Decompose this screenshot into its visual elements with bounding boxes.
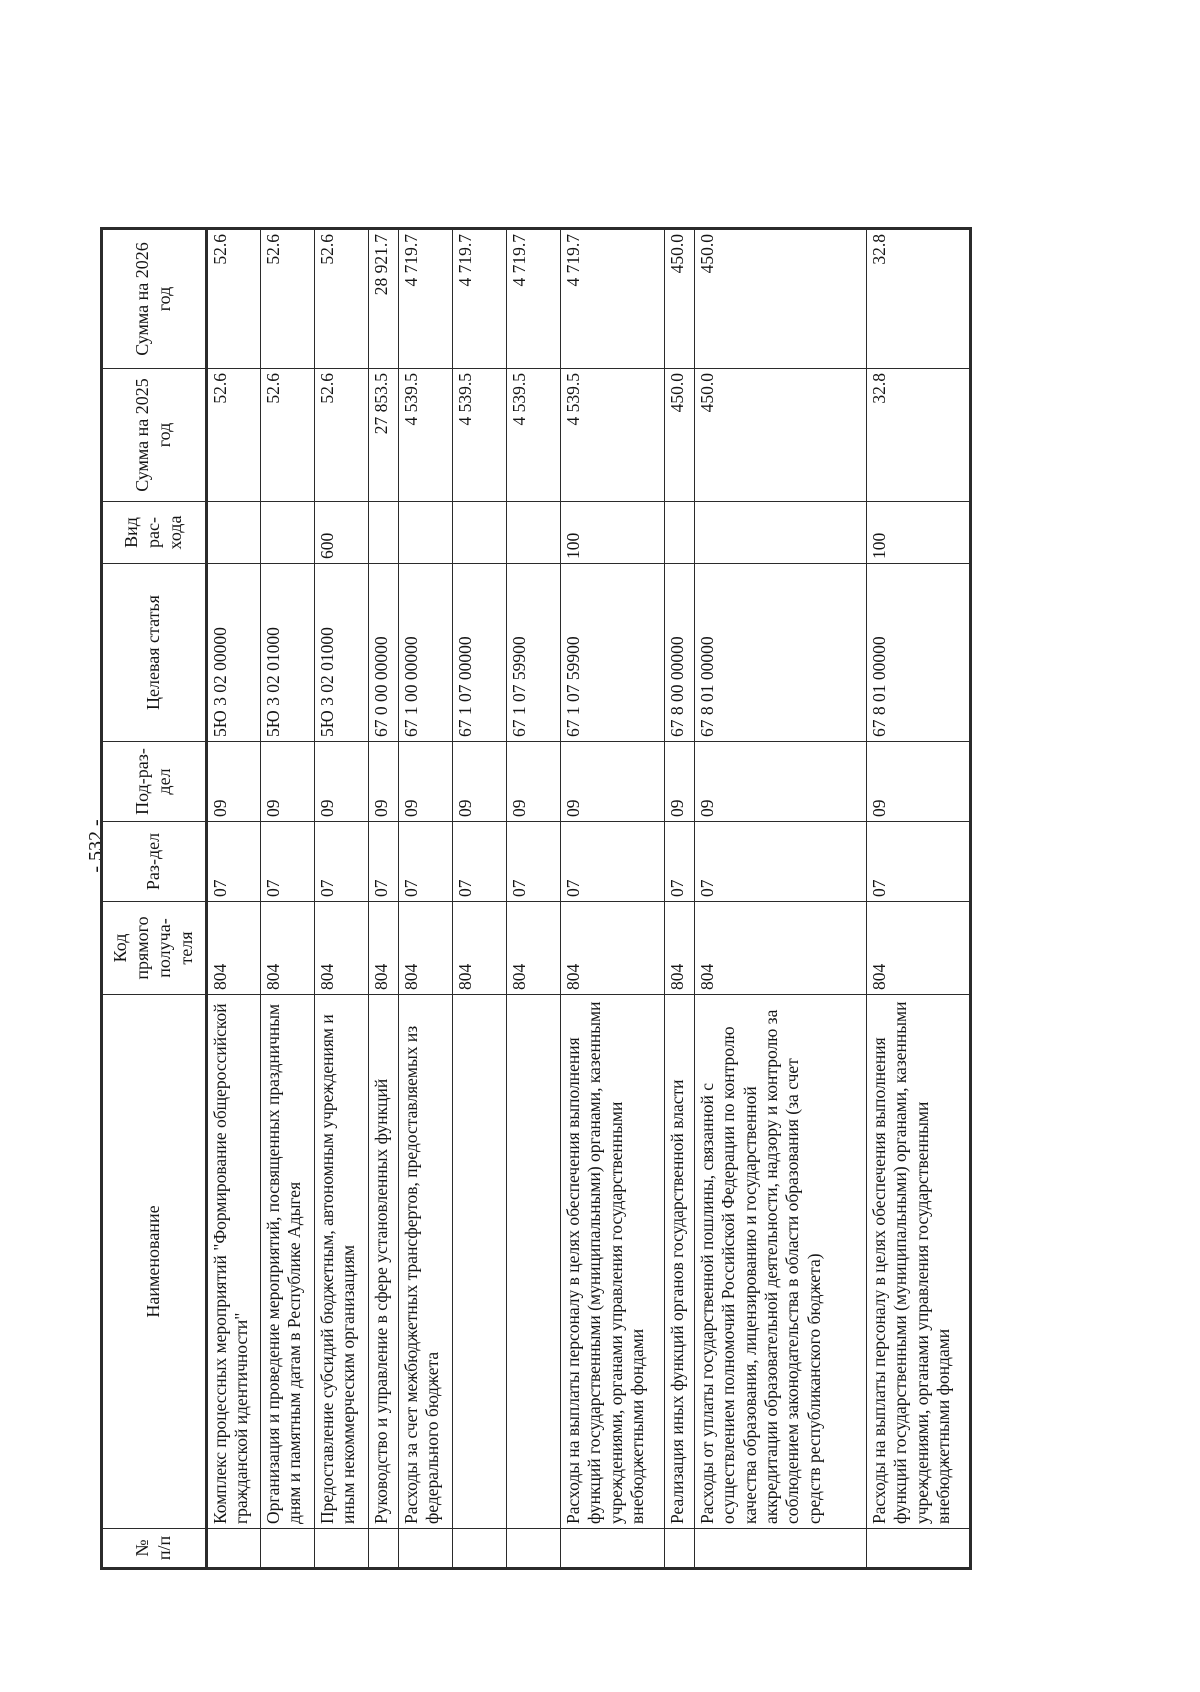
cell-code: 804: [369, 902, 399, 995]
table-row: [561, 229, 665, 1569]
cell-section: 07: [207, 822, 261, 902]
cell-target: 67 1 07 59900: [507, 564, 561, 742]
cell-no: [867, 1529, 971, 1569]
cell-name: Расходы за счет межбюджетных трансфертов, предоставляемых из федерального бюджета: [399, 995, 453, 1529]
cell-code: 804: [261, 902, 315, 995]
cell-type: [507, 502, 561, 564]
cell-type: [261, 502, 315, 564]
cell-code: 804: [207, 902, 261, 995]
cell-sum2026: 28 921.7: [369, 229, 399, 369]
cell-no: [369, 1529, 399, 1569]
cell-type: [207, 502, 261, 564]
cell-no: [261, 1529, 315, 1569]
table-row: [507, 229, 561, 1569]
cell-subsection: 09: [207, 742, 261, 822]
header-sum2026: Сумма на 2026 год: [102, 229, 207, 369]
cell-section: 07: [665, 822, 695, 902]
cell-subsection: 09: [695, 742, 867, 822]
cell-target: 5Ю 3 02 00000: [207, 564, 261, 742]
cell-sum2026: 4 719.7: [507, 229, 561, 369]
cell-no: [453, 1529, 507, 1569]
cell-sum2026: 32.8: [867, 229, 971, 369]
cell-no: [695, 1529, 867, 1569]
cell-sum2025: 4 539.5: [561, 369, 665, 502]
cell-name: Комплекс процессных мероприятий "Формирование общероссийской гражданской идентичности": [207, 995, 261, 1529]
cell-no: [507, 1529, 561, 1569]
cell-name: Руководство и управление в сфере установленных функций: [369, 995, 399, 1529]
cell-sum2026: 52.6: [315, 229, 369, 369]
cell-subsection: 09: [867, 742, 971, 822]
cell-sum2025: 4 539.5: [399, 369, 453, 502]
cell-type: 600: [315, 502, 369, 564]
cell-target: 67 8 00 00000: [665, 564, 695, 742]
cell-section: 07: [399, 822, 453, 902]
cell-sum2026: 450.0: [665, 229, 695, 369]
cell-type: [399, 502, 453, 564]
cell-sum2026: 4 719.7: [399, 229, 453, 369]
cell-name: [507, 995, 561, 1529]
cell-code: 804: [695, 902, 867, 995]
cell-section: 07: [369, 822, 399, 902]
cell-sum2026: 4 719.7: [561, 229, 665, 369]
budget-table: [100, 227, 972, 1570]
cell-no: [665, 1529, 695, 1569]
cell-section: 07: [695, 822, 867, 902]
cell-target: 67 0 00 00000: [369, 564, 399, 742]
cell-target: 67 8 01 00000: [867, 564, 971, 742]
table-row: [369, 229, 399, 1569]
cell-name: Организация и проведение мероприятий, посвященных праздничным дням и памятным датам в Республике Адыгея: [261, 995, 315, 1529]
cell-name: Расходы от уплаты государственной пошлины, связанной с осуществлением полномочий Российской Федерации по контролю качества образования, лицензированию и государственной аккредитации образовательной деятельности, надзору и контролю за соблюдением законодательства в области образования (за счет средств республиканского бюджета): [695, 995, 867, 1529]
table-row: [315, 229, 369, 1569]
cell-type: [453, 502, 507, 564]
cell-target: 67 1 07 59900: [561, 564, 665, 742]
cell-code: 804: [315, 902, 369, 995]
cell-type: [665, 502, 695, 564]
header-sum2025: Сумма на 2025 год: [102, 369, 207, 502]
table-header: [102, 229, 207, 1569]
budget-table-container: [100, 230, 1040, 1570]
cell-code: 804: [399, 902, 453, 995]
cell-no: [315, 1529, 369, 1569]
cell-sum2025: 4 539.5: [453, 369, 507, 502]
cell-sum2025: 27 853.5: [369, 369, 399, 502]
cell-section: 07: [315, 822, 369, 902]
cell-type: 100: [561, 502, 665, 564]
cell-target: 67 1 00 00000: [399, 564, 453, 742]
header-name: Наименование: [102, 995, 207, 1529]
cell-subsection: 09: [561, 742, 665, 822]
cell-sum2026: 52.6: [207, 229, 261, 369]
cell-subsection: 09: [507, 742, 561, 822]
cell-sum2026: 52.6: [261, 229, 315, 369]
header-section: Раз-дел: [102, 822, 207, 902]
cell-sum2025: 4 539.5: [507, 369, 561, 502]
table-row: [453, 229, 507, 1569]
cell-code: 804: [453, 902, 507, 995]
table-row: [261, 229, 315, 1569]
cell-sum2025: 32.8: [867, 369, 971, 502]
header-code: Код прямого получа-теля: [102, 902, 207, 995]
cell-sum2025: 450.0: [695, 369, 867, 502]
cell-name: Предоставление субсидий бюджетным, автономным учреждениям и иным некоммерческим организациям: [315, 995, 369, 1529]
cell-code: 804: [507, 902, 561, 995]
cell-no: [207, 1529, 261, 1569]
cell-subsection: 09: [315, 742, 369, 822]
header-type: Вид рас-хода: [102, 502, 207, 564]
cell-type: [369, 502, 399, 564]
header-target: Целевая статья: [102, 564, 207, 742]
cell-subsection: 09: [399, 742, 453, 822]
cell-subsection: 09: [369, 742, 399, 822]
cell-sum2025: 52.6: [261, 369, 315, 502]
cell-subsection: 09: [261, 742, 315, 822]
table-row: [867, 229, 971, 1569]
header-subsection: Под-раз-дел: [102, 742, 207, 822]
cell-code: 804: [867, 902, 971, 995]
header-no: № п/п: [102, 1529, 207, 1569]
cell-sum2025: 52.6: [207, 369, 261, 502]
cell-section: 07: [507, 822, 561, 902]
cell-sum2026: 4 719.7: [453, 229, 507, 369]
cell-sum2026: 450.0: [695, 229, 867, 369]
cell-subsection: 09: [665, 742, 695, 822]
header-row: [102, 229, 207, 1569]
table-row: [665, 229, 695, 1569]
table-row: [207, 229, 261, 1569]
cell-no: [399, 1529, 453, 1569]
cell-code: 804: [561, 902, 665, 995]
cell-subsection: 09: [453, 742, 507, 822]
cell-type: [695, 502, 867, 564]
cell-name: [453, 995, 507, 1529]
cell-section: 07: [561, 822, 665, 902]
cell-section: 07: [453, 822, 507, 902]
cell-sum2025: 52.6: [315, 369, 369, 502]
table-body: [207, 229, 971, 1569]
cell-target: 5Ю 3 02 01000: [315, 564, 369, 742]
cell-target: 67 8 01 00000: [695, 564, 867, 742]
cell-section: 07: [261, 822, 315, 902]
cell-code: 804: [665, 902, 695, 995]
cell-name: Реализация иных функций органов государственной власти: [665, 995, 695, 1529]
cell-name: Расходы на выплаты персоналу в целях обеспечения выполнения функций государственными (муниципальными) органами, казенными учреждениями, органами управления государственными внебюджетными фондами: [561, 995, 665, 1529]
cell-section: 07: [867, 822, 971, 902]
cell-type: 100: [867, 502, 971, 564]
page-number: - 532 -: [85, 819, 108, 873]
cell-target: 5Ю 3 02 01000: [261, 564, 315, 742]
table-row: [399, 229, 453, 1569]
table-row: [695, 229, 867, 1569]
cell-target: 67 1 07 00000: [453, 564, 507, 742]
cell-no: [561, 1529, 665, 1569]
cell-sum2025: 450.0: [665, 369, 695, 502]
cell-name: Расходы на выплаты персоналу в целях обеспечения выполнения функций государственными (муниципальными) органами, казенными учреждениями, органами управления государственными внебюджетными фондами: [867, 995, 971, 1529]
